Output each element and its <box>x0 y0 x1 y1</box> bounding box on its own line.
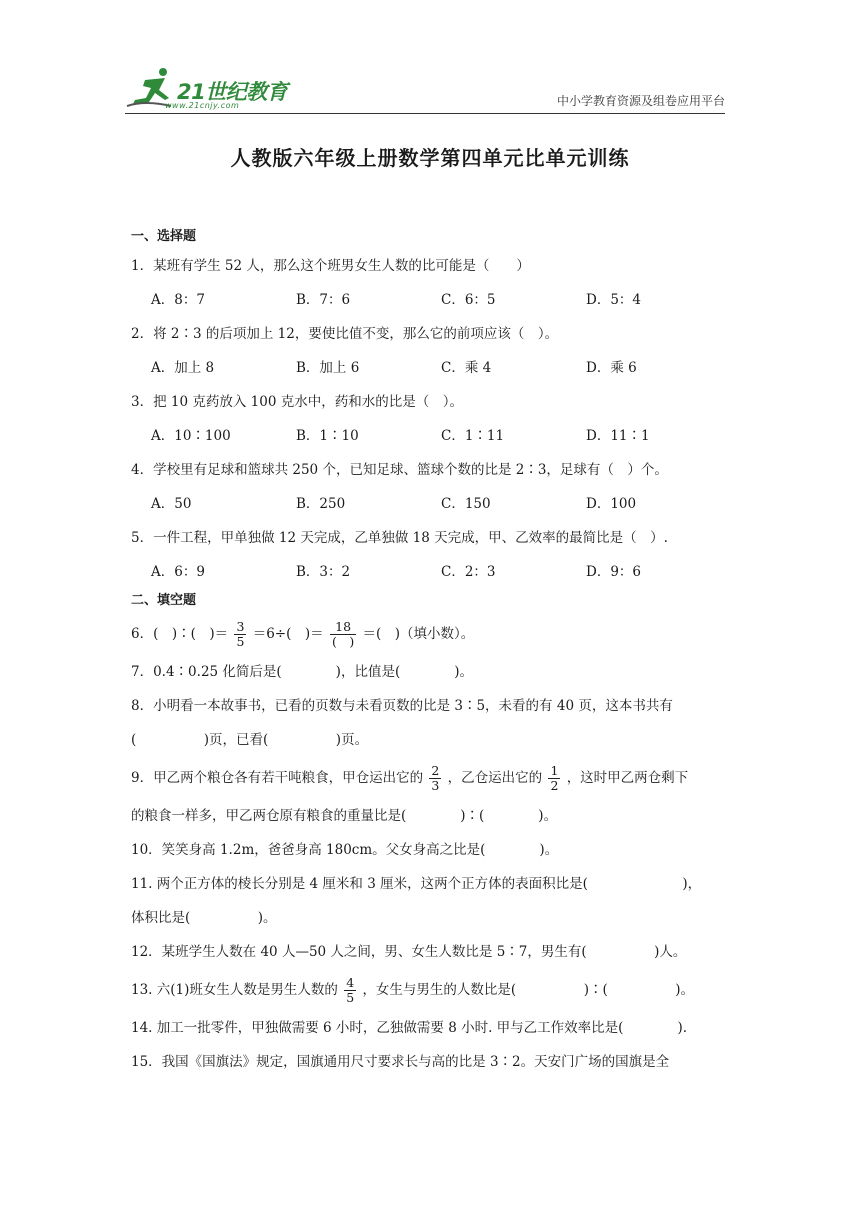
numerator: 2 <box>431 763 440 779</box>
numerator: 4 <box>346 975 355 991</box>
option: A．10∶100 <box>151 428 231 444</box>
q13-text-post: ，女生与男生的人数比是( )∶( )。 <box>362 982 695 998</box>
option: C．乘 4 <box>441 360 492 376</box>
options-1 <box>131 283 731 317</box>
question-11-line-2: 体积比是( )。 <box>131 910 277 926</box>
question-8-line-1: 8．小明看一本故事书，已看的页数与未看页数的比是 3∶5，未看的有 40 页，这本书共有 <box>131 698 673 714</box>
logo-url: www.21cnjy.com <box>165 101 240 110</box>
option: C．1∶11 <box>441 428 505 444</box>
option: D．11∶1 <box>586 428 650 444</box>
question-13 <box>131 969 731 1011</box>
question-9-line-2: 的粮食一样多，甲乙两仓原有粮食的重量比是( )∶( )。 <box>131 808 558 824</box>
q13-text-pre: 13. 六(1)班女生人数是男生人数的 <box>131 982 338 998</box>
q6-text-pre: 6．( )∶( )＝ <box>131 626 229 642</box>
fraction <box>344 976 356 1005</box>
section-heading-fill: 二、填空题 <box>131 593 197 608</box>
option: B．加上 6 <box>296 360 360 376</box>
q9-text-post: ，这时甲乙两仓剩下 <box>566 770 689 786</box>
option: A．50 <box>151 496 192 512</box>
question-7: 7．0.4∶0.25 化简后是( )，比值是( )。 <box>131 664 473 680</box>
option: A．加上 8 <box>151 360 215 376</box>
fraction <box>234 620 246 649</box>
denominator: 5 <box>236 634 245 649</box>
option: B．3：2 <box>296 564 351 580</box>
option: D．9：6 <box>586 564 642 580</box>
question-5: 5．一件工程，甲单独做 12 天完成，乙单独做 18 天完成，甲、乙效率的最简比是（ ）. <box>131 530 668 546</box>
question-9 <box>131 757 731 799</box>
option: C．2：3 <box>441 564 496 580</box>
options-4 <box>131 487 731 521</box>
header-divider <box>125 113 725 114</box>
option: B．250 <box>296 496 346 512</box>
question-body <box>131 225 731 1079</box>
option: C．6：5 <box>441 292 496 308</box>
denominator: 5 <box>346 990 355 1005</box>
question-8-line-2: ( )页，已看( )页。 <box>131 732 369 748</box>
q6-text-post: ＝( )（填小数）。 <box>362 626 475 642</box>
fraction <box>429 764 441 793</box>
numerator: 1 <box>550 763 559 779</box>
fraction <box>330 620 356 649</box>
platform-name: 中小学教育资源及组卷应用平台 <box>556 94 725 108</box>
q9-text-mid: ，乙仓运出它的 <box>447 770 543 786</box>
logo <box>125 66 295 110</box>
option: C．150 <box>441 496 491 512</box>
option: B．1∶10 <box>296 428 359 444</box>
question-11-line-1: 11. 两个正方体的棱长分别是 4 厘米和 3 厘米，这两个正方体的表面积比是( )， <box>131 876 702 892</box>
option: D．乘 6 <box>586 360 637 376</box>
question-10: 10．笑笑身高 1.2m，爸爸身高 180cm。父女身高之比是( )。 <box>131 842 559 858</box>
question-14: 14. 加工一批零件，甲独做需要 6 小时，乙独做需要 8 小时. 甲与乙工作效率比是( ). <box>131 1020 688 1036</box>
question-3: 3．把 10 克药放入 100 克水中，药和水的比是（ ）。 <box>131 394 463 410</box>
denominator: 2 <box>550 778 559 793</box>
logo-text: 21世纪教育 <box>177 80 288 104</box>
options-2 <box>131 351 731 385</box>
question-1: 1．某班有学生 52 人，那么这个班男女生人数的比可能是（ ） <box>131 258 530 274</box>
question-6 <box>131 613 731 655</box>
option: D．5：4 <box>586 292 642 308</box>
q9-text-pre: 9．甲乙两个粮仓各有若干吨粮食，甲仓运出它的 <box>131 770 424 786</box>
fraction <box>548 764 560 793</box>
section-heading-choice: 一、选择题 <box>131 229 197 244</box>
options-5 <box>131 555 731 589</box>
denominator: ( ) <box>331 634 355 649</box>
option: D．100 <box>586 496 637 512</box>
q6-text-mid: ＝6÷( )＝ <box>252 626 324 642</box>
page-header <box>125 62 725 114</box>
question-12: 12．某班学生人数在 40 人—50 人之间，男、女生人数比是 5∶7，男生有( )人。 <box>131 944 687 960</box>
denominator: 3 <box>431 778 440 793</box>
numerator: 18 <box>330 620 356 635</box>
question-2: 2．将 2∶3 的后项加上 12，要使比值不变，那么它的前项应该（ ）。 <box>131 326 559 342</box>
numerator: 3 <box>236 619 245 635</box>
option: A．6：9 <box>151 564 205 580</box>
page-title: 人教版六年级上册数学第四单元比单元训练 <box>230 146 630 170</box>
question-4: 4．学校里有足球和篮球共 250 个，已知足球、篮球个数的比是 2∶3，足球有（ ）个。 <box>131 462 668 478</box>
option: B．7：6 <box>296 292 351 308</box>
option: A．8：7 <box>151 292 205 308</box>
question-15: 15．我国《国旗法》规定，国旗通用尺寸要求长与高的比是 3∶2。天安门广场的国旗是全 <box>131 1054 670 1070</box>
options-3 <box>131 419 731 453</box>
